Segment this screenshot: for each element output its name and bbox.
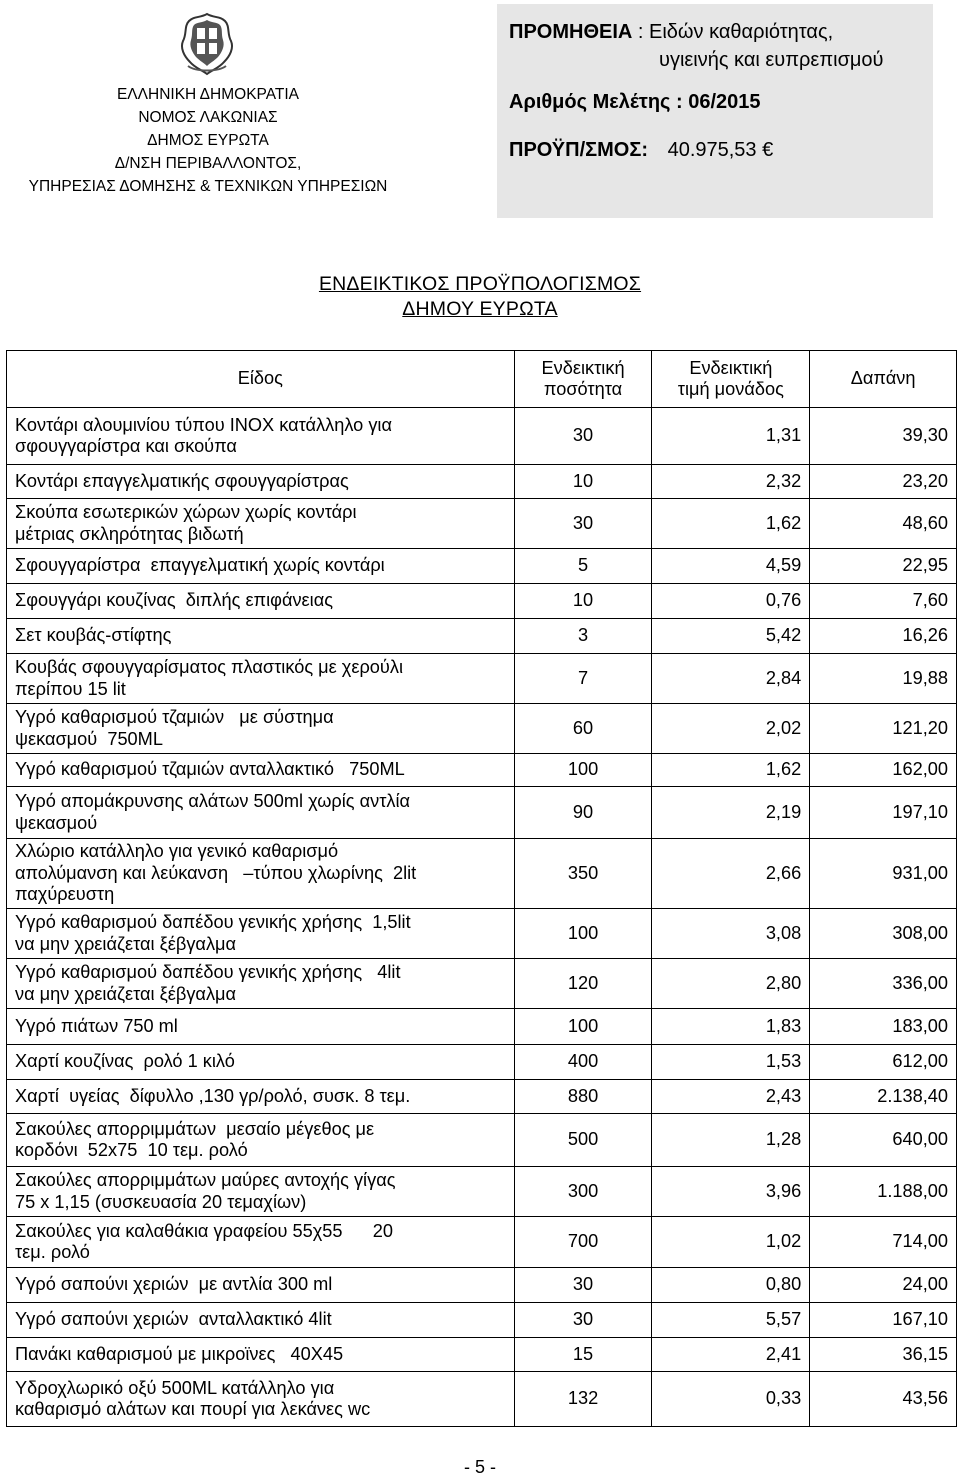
item-cost: 183,00 — [810, 1009, 957, 1045]
header-quantity-line2: ποσότητα — [543, 379, 623, 399]
item-description-line: Σκούπα εσωτερικών χώρων χωρίς κοντάρι — [15, 502, 357, 522]
item-description-line: περίπου 15 lit — [15, 678, 126, 699]
item-description-line: Χαρτί κουζίνας ρολό 1 κιλό — [15, 1051, 235, 1072]
item-description-line: κορδόνι 52x75 10 τεμ. ρολό — [15, 1140, 248, 1160]
item-description — [7, 465, 515, 499]
item-cost: 22,95 — [810, 549, 957, 584]
table-row — [7, 1268, 957, 1303]
item-quantity: 400 — [514, 1045, 652, 1080]
document-subtitle: ΔΗΜΟΥ ΕΥΡΩΤΑ — [402, 298, 558, 320]
item-cost: 2.138,40 — [810, 1080, 957, 1114]
item-cost: 714,00 — [810, 1217, 957, 1268]
authority-line: ΔΗΜΟΣ ΕΥΡΩΤΑ — [147, 132, 269, 149]
item-description-line: Κουβάς σφουγγαρίσματος πλαστικός με χερούλι — [15, 657, 403, 677]
table-row — [7, 408, 957, 465]
item-cost: 48,60 — [810, 499, 957, 549]
item-description — [7, 549, 515, 584]
table-row — [7, 1217, 957, 1268]
item-unit-price: 3,08 — [652, 909, 810, 959]
item-description-line: ψεκασμού 750ML — [15, 728, 163, 749]
item-quantity: 10 — [514, 584, 652, 619]
item-quantity: 132 — [514, 1372, 652, 1427]
table-row — [7, 959, 957, 1009]
authority-line: Δ/ΝΣΗ ΠΕΡΙΒΑΛΛΟΝΤΟΣ, — [114, 155, 302, 172]
item-description-line: Σακούλες απορριμμάτων μαύρες αντοχής γίγας — [15, 1170, 396, 1190]
item-quantity: 5 — [514, 549, 652, 584]
item-quantity: 90 — [514, 787, 652, 839]
table-row — [7, 1167, 957, 1217]
item-cost: 7,60 — [810, 584, 957, 619]
table-row — [7, 619, 957, 654]
item-unit-price: 2,84 — [652, 654, 810, 704]
item-description — [7, 499, 515, 549]
item-description — [7, 754, 515, 787]
item-unit-price: 4,59 — [652, 549, 810, 584]
item-unit-price: 1,62 — [652, 499, 810, 549]
table-row — [7, 1114, 957, 1167]
item-cost: 308,00 — [810, 909, 957, 959]
item-description-line: τεμ. ρολό — [15, 1242, 90, 1262]
item-unit-price: 2,19 — [652, 787, 810, 839]
table-row — [7, 1009, 957, 1045]
item-description — [7, 1372, 515, 1427]
item-description-line: Σφουγγαρίστρα επαγγελματική χωρίς κοντάρι — [15, 555, 385, 576]
subject-line1: : Ειδών καθαριότητας, — [637, 21, 834, 43]
item-unit-price: 1,53 — [652, 1045, 810, 1080]
item-cost: 931,00 — [810, 839, 957, 909]
item-unit-price: 2,80 — [652, 959, 810, 1009]
item-unit-price: 2,41 — [652, 1338, 810, 1372]
item-unit-price: 0,76 — [652, 584, 810, 619]
item-unit-price: 2,43 — [652, 1080, 810, 1114]
subject-label: ΠΡΟΜΗΘΕΙΑ — [509, 21, 633, 43]
table-row — [7, 787, 957, 839]
table-row — [7, 754, 957, 787]
item-description-line: Υγρό καθαρισμού τζαμιών με σύστημα — [15, 707, 334, 727]
header-item: Είδος — [7, 351, 515, 408]
item-description — [7, 1268, 515, 1303]
item-description — [7, 1045, 515, 1080]
item-cost: 197,10 — [810, 787, 957, 839]
item-cost: 24,00 — [810, 1268, 957, 1303]
table-row — [7, 1080, 957, 1114]
item-quantity: 7 — [514, 654, 652, 704]
project-info-box — [497, 4, 933, 218]
item-description-line: καθαρισμό αλάτων και πουρί για λεκάνες wc — [15, 1399, 371, 1419]
table-row — [7, 704, 957, 754]
item-description — [7, 1338, 515, 1372]
item-cost: 167,10 — [810, 1303, 957, 1338]
item-quantity: 10 — [514, 465, 652, 499]
item-description — [7, 654, 515, 704]
item-description-line: Σακούλες απορριμμάτων μεσαίο μέγεθος με — [15, 1118, 375, 1139]
table-row — [7, 549, 957, 584]
item-quantity: 30 — [514, 408, 652, 465]
item-unit-price: 0,80 — [652, 1268, 810, 1303]
item-unit-price: 2,66 — [652, 839, 810, 909]
table-row — [7, 1303, 957, 1338]
item-description — [7, 1303, 515, 1338]
item-quantity: 350 — [514, 839, 652, 909]
document-title: ΕΝΔΕΙΚΤΙΚΟΣ ΠΡΟΫΠΟΛΟΓΙΣΜΟΣ — [318, 273, 642, 295]
budget-value: 40.975,53 € — [667, 139, 774, 161]
item-cost: 612,00 — [810, 1045, 957, 1080]
item-cost: 1.188,00 — [810, 1167, 957, 1217]
item-quantity: 700 — [514, 1217, 652, 1268]
item-description — [7, 1217, 515, 1268]
item-description-line: Υγρό απομάκρυνσης αλάτων 500ml χωρίς αντλία — [15, 791, 411, 811]
item-description-line: παχύρευστη — [15, 884, 115, 905]
subject-line2: υγιεινής και ευπρεπισμού — [659, 49, 884, 71]
item-unit-price: 1,28 — [652, 1114, 810, 1167]
item-description-line: σφουγγαρίστρα και σκούπα — [15, 436, 237, 456]
item-description — [7, 787, 515, 839]
item-quantity: 15 — [514, 1338, 652, 1372]
item-quantity: 100 — [514, 754, 652, 787]
item-description — [7, 909, 515, 959]
table-header-row — [7, 351, 957, 408]
item-description-line: Κοντάρι αλουμινίου τύπου INOX κατάλληλο για — [15, 414, 392, 435]
table-row — [7, 465, 957, 499]
item-description-line: Σφουγγάρι κουζίνας διπλής επιφάνειας — [15, 590, 333, 611]
item-cost: 36,15 — [810, 1338, 957, 1372]
table-row — [7, 499, 957, 549]
authority-line: ΕΛΛΗΝΙΚΗ ΔΗΜΟΚΡΑΤΙΑ — [116, 86, 300, 103]
item-description-line: να μην χρειάζεται ξέβγαλμα — [15, 983, 237, 1004]
item-quantity: 120 — [514, 959, 652, 1009]
item-description-line: Σετ κουβάς-στίφτης — [15, 625, 172, 646]
item-unit-price: 2,32 — [652, 465, 810, 499]
item-description — [7, 959, 515, 1009]
item-description-line: Υγρό πιάτων 750 ml — [15, 1015, 178, 1036]
header-quantity-line1: Ενδεικτική — [541, 357, 625, 378]
item-unit-price: 1,83 — [652, 1009, 810, 1045]
header-cost: Δαπάνη — [810, 351, 957, 408]
item-quantity: 100 — [514, 909, 652, 959]
item-description-line: Υγρό καθαρισμού δαπέδου γενικής χρήσης 4lit — [15, 962, 401, 982]
budget-table — [6, 350, 957, 1427]
item-description — [7, 1167, 515, 1217]
item-description-line: Σακούλες για καλαθάκια γραφείου 55χ55 20 — [15, 1220, 394, 1241]
item-unit-price: 0,33 — [652, 1372, 810, 1427]
header-quantity — [514, 351, 652, 408]
item-cost: 39,30 — [810, 408, 957, 465]
table-row — [7, 1045, 957, 1080]
item-description-line: Υγρό καθαρισμού δαπέδου γενικής χρήσης 1,5lit — [15, 912, 411, 932]
budget-label: ΠΡΟΫΠ/ΣΜΟΣ: — [509, 139, 649, 161]
issuing-authority — [20, 83, 396, 198]
item-cost: 43,56 — [810, 1372, 957, 1427]
table-body — [7, 408, 957, 1427]
item-quantity: 30 — [514, 1268, 652, 1303]
study-number: Αριθμός Μελέτης : 06/2015 — [509, 91, 761, 113]
item-unit-price: 1,62 — [652, 754, 810, 787]
item-cost: 336,00 — [810, 959, 957, 1009]
item-cost: 23,20 — [810, 465, 957, 499]
item-description-line: Χλώριο κατάλληλο για γενικό καθαρισμό — [15, 841, 339, 862]
budget-line — [509, 139, 933, 162]
header-unit-price-line2: τιμή μονάδος — [677, 379, 784, 399]
item-quantity: 30 — [514, 499, 652, 549]
item-unit-price: 1,02 — [652, 1217, 810, 1268]
item-description-line: μέτριας σκληρότητας βιδωτή — [15, 523, 244, 544]
item-description — [7, 1009, 515, 1045]
item-description-line: 75 x 1,15 (συσκευασία 20 τεμαχίων) — [15, 1191, 307, 1212]
item-description-line: Υγρό σαπούνι χεριών με αντλία 300 ml — [15, 1274, 333, 1295]
item-description-line: Χαρτί υγείας δίφυλλο ,130 γρ/ρολό, συσκ. 8 τεμ. — [15, 1085, 411, 1106]
item-quantity: 880 — [514, 1080, 652, 1114]
authority-line: ΝΟΜΟΣ ΛΑΚΩΝΙΑΣ — [138, 109, 278, 126]
item-description-line: Υδροχλωρικό οξύ 500ML κατάλληλο για — [15, 1377, 335, 1398]
item-description-line: Υγρό σαπούνι χεριών ανταλλακτικό 4lit — [15, 1309, 332, 1330]
table-row — [7, 839, 957, 909]
table-row — [7, 1338, 957, 1372]
item-description-line: να μην χρειάζεται ξέβγαλμα — [15, 933, 237, 954]
table-row — [7, 654, 957, 704]
item-cost: 16,26 — [810, 619, 957, 654]
item-unit-price: 1,31 — [652, 408, 810, 465]
item-description — [7, 1114, 515, 1167]
authority-line: ΥΠΗΡΕΣΙΑΣ ΔΟΜΗΣΗΣ & ΤΕΧΝΙΚΩΝ ΥΠΗΡΕΣΙΩΝ — [28, 178, 388, 195]
item-description — [7, 584, 515, 619]
item-quantity: 3 — [514, 619, 652, 654]
item-description-line: απολύμανση και λεύκανση –τύπου χλωρίνης 2lit — [15, 862, 417, 883]
table-row — [7, 584, 957, 619]
item-description — [7, 839, 515, 909]
item-description — [7, 619, 515, 654]
procurement-subject — [509, 18, 933, 74]
item-cost: 640,00 — [810, 1114, 957, 1167]
item-description-line: Κοντάρι επαγγελματικής σφουγγαρίστρας — [15, 470, 349, 491]
item-quantity: 300 — [514, 1167, 652, 1217]
page-number: - 5 - — [463, 1457, 496, 1477]
item-quantity: 100 — [514, 1009, 652, 1045]
item-description — [7, 704, 515, 754]
item-cost: 19,88 — [810, 654, 957, 704]
item-unit-price: 5,42 — [652, 619, 810, 654]
item-unit-price: 2,02 — [652, 704, 810, 754]
item-description — [7, 1080, 515, 1114]
item-quantity: 500 — [514, 1114, 652, 1167]
item-description-line: Πανάκι καθαρισμού με μικροϊνες 40Χ45 — [15, 1343, 344, 1364]
item-quantity: 30 — [514, 1303, 652, 1338]
item-cost: 121,20 — [810, 704, 957, 754]
header-unit-price-line1: Ενδεικτική — [689, 357, 773, 378]
item-description-line: Υγρό καθαρισμού τζαμιών ανταλλακτικό 750ML — [15, 759, 405, 780]
item-description — [7, 408, 515, 465]
item-unit-price: 5,57 — [652, 1303, 810, 1338]
coat-of-arms-icon — [180, 12, 234, 76]
table-row — [7, 909, 957, 959]
item-cost: 162,00 — [810, 754, 957, 787]
item-quantity: 60 — [514, 704, 652, 754]
item-description-line: ψεκασμού — [15, 812, 98, 833]
header-unit-price — [652, 351, 810, 408]
table-row — [7, 1372, 957, 1427]
item-unit-price: 3,96 — [652, 1167, 810, 1217]
